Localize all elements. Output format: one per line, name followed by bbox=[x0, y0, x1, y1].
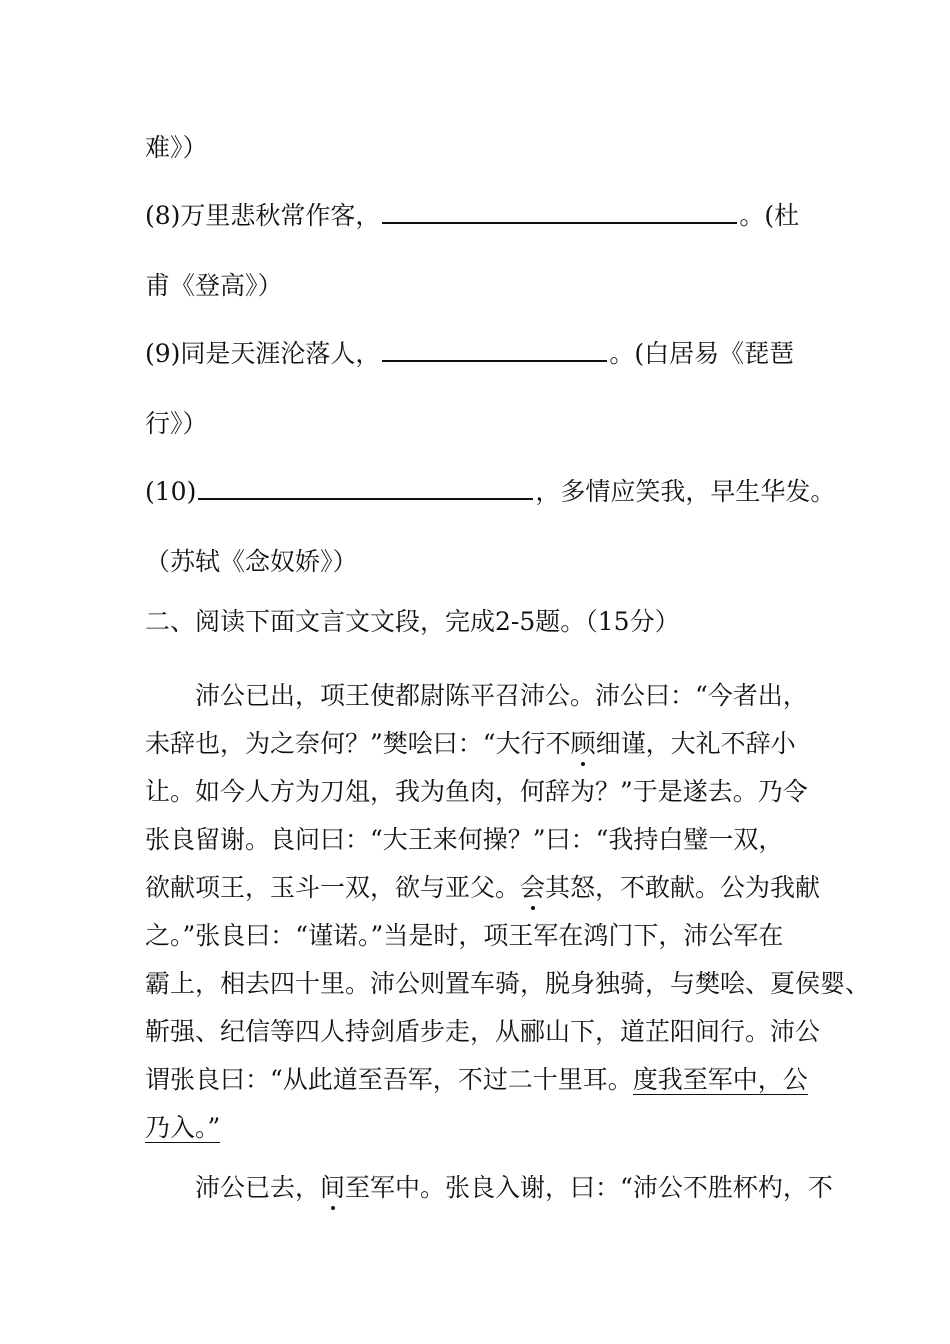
dotted-character: 顾 bbox=[570, 729, 596, 758]
passage-line: 之。”张良曰：“谨诺。”当是时，项王军在鸿门下，沛公军在 bbox=[145, 921, 784, 950]
passage-line: 张良留谢。良问曰：“大王来何操？”曰：“我持白璧一双， bbox=[145, 825, 784, 854]
poem-9-suffix: 。(白居易《琵琶 bbox=[609, 339, 795, 368]
answer-blank-8[interactable] bbox=[382, 198, 737, 224]
passage-line bbox=[195, 1172, 860, 1204]
passage-line bbox=[145, 1064, 810, 1096]
dotted-character: 会 bbox=[520, 873, 546, 902]
poem-8-suffix: 。(杜 bbox=[739, 201, 800, 230]
poem-8-source: 甫《登高》） bbox=[145, 271, 283, 300]
poem-10-source: （苏轼《念奴娇》） bbox=[145, 547, 358, 576]
poem-10-prefix: (10) bbox=[145, 477, 197, 506]
passage-line: 霸上，相去四十里。沛公则置车骑，脱身独骑，与樊哙、夏侯婴、 bbox=[145, 969, 871, 998]
passage-text: 欲献项王，玉斗一双，欲与亚父。 bbox=[145, 873, 521, 902]
passage-text: 细谨，大礼不辞小 bbox=[595, 729, 796, 758]
passage-text: 未辞也，为之奈何？”樊哙曰：“大行不 bbox=[145, 729, 571, 758]
passage-line: 沛公已出，项王使都尉陈平召沛公。沛公曰：“今者出， bbox=[195, 681, 808, 710]
passage-text: 沛公已去， bbox=[195, 1173, 321, 1202]
passage-text: 其怒，不敢献。公为我献 bbox=[545, 873, 821, 902]
poem-8 bbox=[145, 198, 799, 232]
answer-blank-10[interactable] bbox=[198, 474, 533, 500]
poem-9-source: 行》） bbox=[145, 409, 208, 438]
passage-text: 至军中。张良入谢，曰：“沛公不胜杯杓，不 bbox=[345, 1173, 833, 1202]
dotted-character: 间 bbox=[320, 1173, 346, 1202]
poem-8-prefix: (8)万里悲秋常作客， bbox=[145, 201, 381, 230]
passage-line: 让。如今人方为刀俎，我为鱼肉，何辞为？”于是遂去。乃令 bbox=[145, 777, 808, 806]
passage-line bbox=[145, 728, 810, 760]
underlined-sentence: 度我至军中，公 bbox=[632, 1065, 808, 1094]
poem-9-prefix: (9)同是天涯沦落人， bbox=[145, 339, 381, 368]
passage-line bbox=[145, 1112, 810, 1144]
section-heading: 二、阅读下面文言文文段，完成2-5题。（15分） bbox=[145, 607, 680, 636]
underlined-sentence: 乃入。” bbox=[145, 1113, 221, 1142]
passage-text: 谓张良曰：“从此道至吾军，不过二十里耳。 bbox=[145, 1065, 633, 1094]
passage-line: 靳强、纪信等四人持剑盾步走，从郦山下，道芷阳间行。沛公 bbox=[145, 1017, 821, 1046]
poem-7-tail: 难》） bbox=[145, 133, 208, 162]
passage-line bbox=[145, 872, 821, 904]
poem-9 bbox=[145, 336, 794, 370]
poem-10-suffix: ，多情应笑我，早生华发。 bbox=[535, 477, 836, 506]
poem-10 bbox=[145, 474, 835, 508]
answer-blank-9[interactable] bbox=[382, 336, 607, 362]
